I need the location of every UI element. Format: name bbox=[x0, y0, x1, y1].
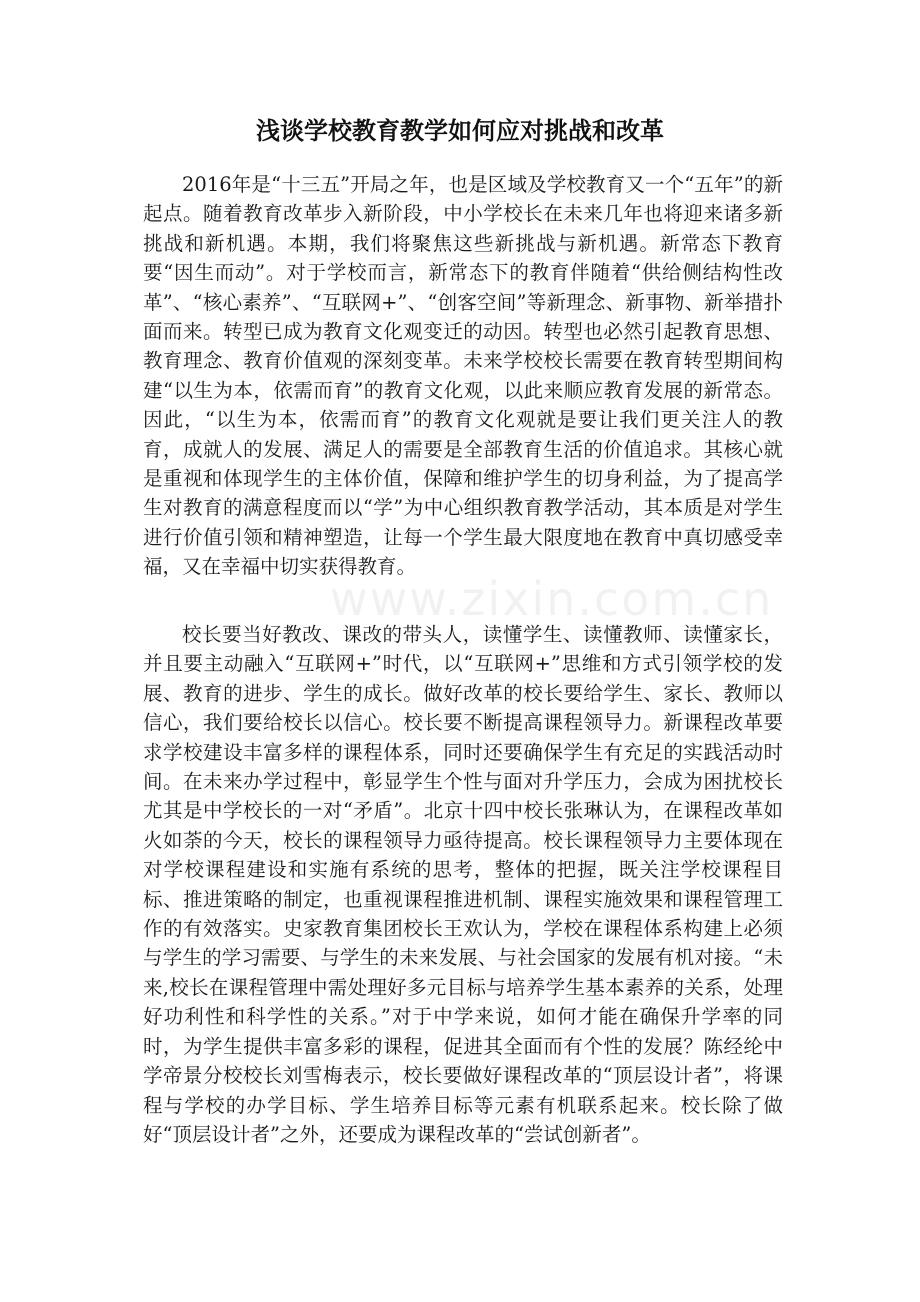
paragraph-1: 2016年是“十三五”开局之年，也是区域及学校教育又一个“五年”的新起点。随着教育改革步入新阶段，中小学校长在未来几年也将迎来诸多新挑战和新机遇。本期，我们将聚焦这些新挑战与新机遇。新常态下教育要“因生而动”。对于学校而言，新常态下的教育伴随着“供给侧结构性改革”、“核心素养”、“互联网+”、“创客空间”等新理念、新事物、新举措扑面而来。转型已成为教育文化观变迁的动因。转型也必然引起教育思想、教育理念、教育价值观的深刻变革。未来学校校长需要在教育转型期间构建“以生为本，依需而育”的教育文化观，以此来顺应教育发展的新常态。因此，“以生为本，依需而育”的教育文化观就是要让我们更关注人的教育，成就人的发展、满足人的需要是全部教育生活的价值追求。其核心就是重视和体现学生的主体价值，保障和维护学生的切身利益，为了提高学生对教育的满意程度而以“学”为中心组织教育教学活动，其本质是对学生进行价值引领和精神塑造，让每一个学生最大限度地在教育中真切感受幸福，又在幸福中切实获得教育。 bbox=[143, 173, 783, 579]
paragraph-2: 校长要当好教改、课改的带头人，读懂学生、读懂教师、读懂家长，并且要主动融入“互联网+”时代，以“互联网+”思维和方式引领学校的发展、教育的进步、学生的成长。做好改革的校长要给学生、家长、教师以信心，我们要给校长以信心。校长要不断提高课程领导力。新课程改革要求学校建设丰富多样的课程体系，同时还要确保学生有充足的实践活动时间。在未来办学过程中，彰显学生个性与面对升学压力，会成为困扰校长尤其是中学校长的一对“矛盾”。北京十四中校长张琳认为，在课程改革如火如荼的今天，校长的课程领导力亟待提高。校长课程领导力主要体现在对学校课程建设和实施有系统的思考，整体的把握，既关注学校课程目标、推进策略的制定，也重视课程推进机制、课程实施效果和课程管理工作的有效落实。史家教育集团校长王欢认为，学校在课程体系构建上必须与学生的学习需要、与学生的未来发展、与社会国家的发展有机对接。“未来,校长在课程管理中需处理好多元目标与培养学生基本素养的关系，处理好功利性和科学性的关系。”对于中学来说，如何才能在确保升学率的同时，为学生提供丰富多彩的课程，促进其全面而有个性的发展？陈经纶中学帝景分校校长刘雪梅表示，校长要做好课程改革的“顶层设计者”，将课程与学校的办学目标、学生培养目标等元素有机联系起来。校长除了做好“顶层设计者”之外，还要成为课程改革的“尝试创新者”。 bbox=[143, 623, 783, 1146]
document-title: 浅谈学校教育教学如何应对挑战和改革 bbox=[256, 116, 664, 145]
watermark: www.zixin.com.cn bbox=[330, 572, 774, 626]
